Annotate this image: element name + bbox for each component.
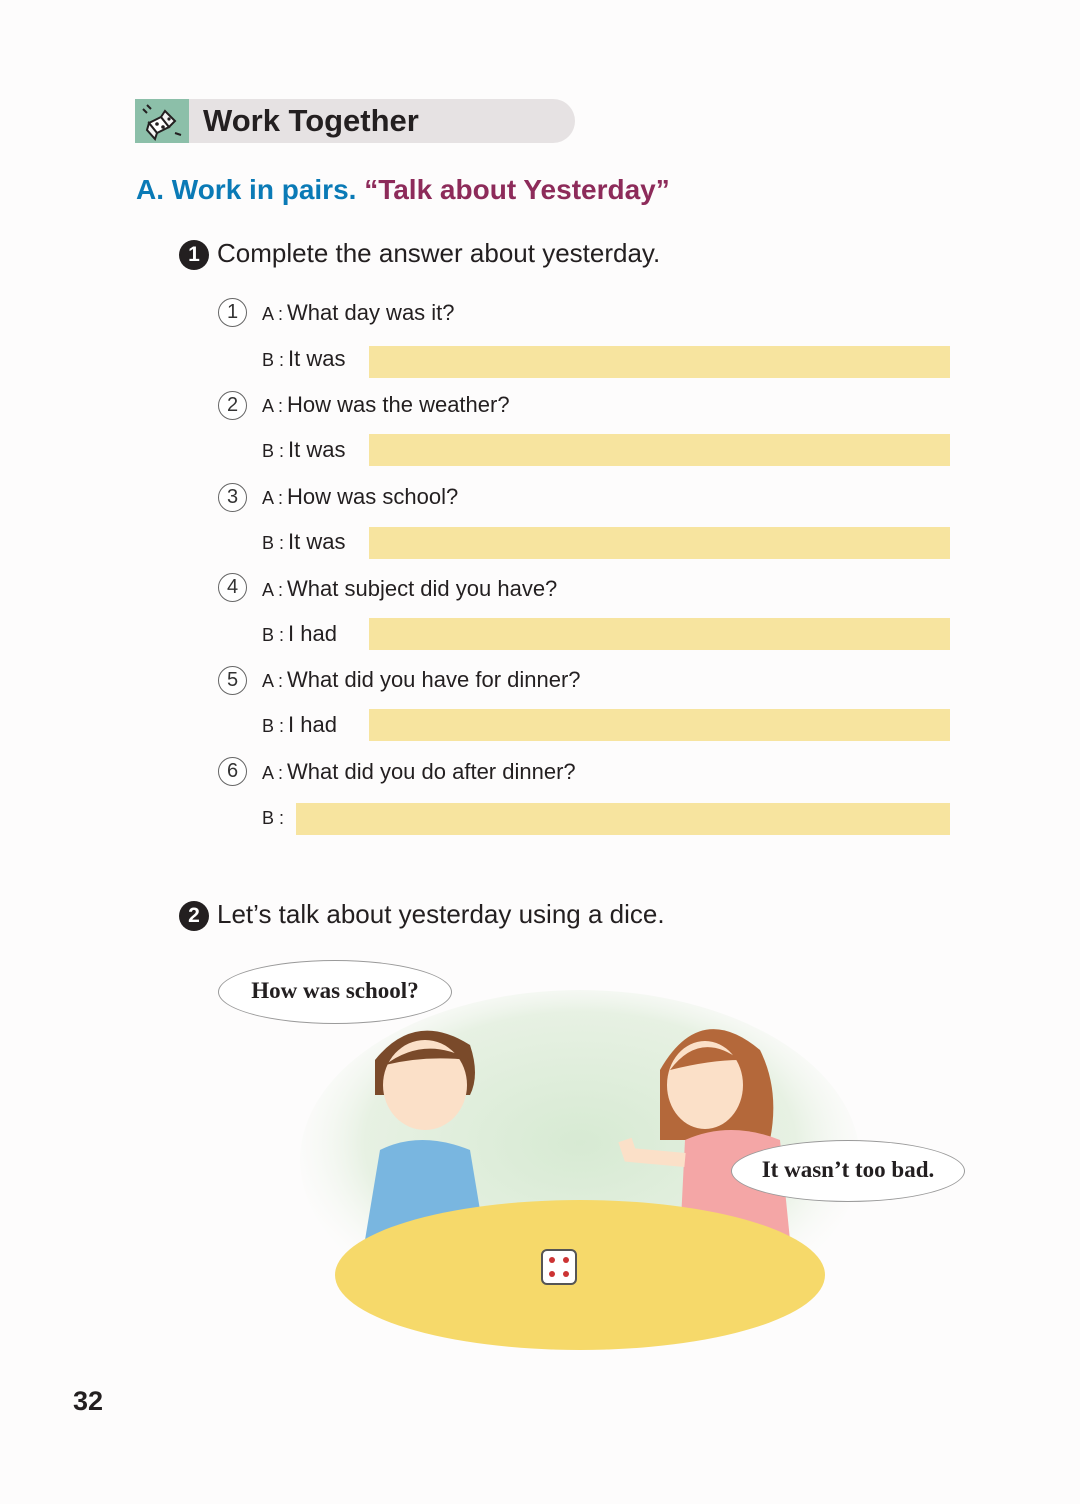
answer-blank[interactable] [369, 618, 950, 650]
question-number: 6 [218, 757, 247, 786]
answer-blank[interactable] [369, 434, 950, 466]
question-text: What day was it? [287, 300, 455, 325]
answer-line [262, 346, 345, 372]
question-line [262, 484, 458, 510]
question-line [262, 667, 581, 693]
step-1-number: 1 [179, 240, 209, 270]
question-text: How was the weather? [287, 392, 510, 417]
answer-blank[interactable] [369, 709, 950, 741]
answer-prefix: It was [288, 529, 346, 554]
answer-prefix: I had [288, 712, 337, 737]
speaker-a-label: A : [262, 304, 284, 324]
question-number: 3 [218, 483, 247, 512]
question-number: 1 [218, 298, 247, 327]
speaker-b-label: B : [262, 533, 285, 553]
step-1-instruction: Complete the answer about yesterday. [217, 238, 661, 268]
answer-prefix: I had [288, 621, 337, 646]
answer-line [262, 621, 337, 647]
answer-blank[interactable] [296, 803, 950, 835]
speaker-a-label: A : [262, 671, 284, 691]
question-line [262, 392, 510, 418]
page-number: 32 [73, 1386, 104, 1416]
question-number: 5 [218, 666, 247, 695]
question-line [262, 759, 576, 785]
speaker-b-label: B : [262, 716, 285, 736]
question-text: What subject did you have? [287, 576, 558, 601]
speech-bubble-boy: How was school? [218, 960, 452, 1024]
answer-prefix: It was [288, 346, 346, 371]
question-number: 4 [218, 573, 247, 602]
answer-line [262, 529, 345, 555]
answer-line [262, 437, 345, 463]
speaker-a-label: A : [262, 763, 284, 783]
speaker-a-label: A : [262, 488, 284, 508]
answer-blank[interactable] [369, 527, 950, 559]
question-text: What did you have for dinner? [287, 667, 581, 692]
answer-line [262, 804, 288, 830]
speaker-b-label: B : [262, 350, 285, 370]
speaker-a-label: A : [262, 396, 284, 416]
dice-on-table [542, 1250, 576, 1284]
step-2-instruction: Let’s talk about yesterday using a dice. [217, 899, 665, 929]
question-line [262, 576, 557, 602]
dice-icon [135, 99, 189, 143]
question-text: What did you do after dinner? [287, 759, 576, 784]
speaker-a-label: A : [262, 580, 284, 600]
step-2-number: 2 [179, 901, 209, 931]
section-banner [135, 99, 575, 143]
section-heading [136, 174, 670, 206]
round-table [335, 1200, 825, 1350]
speech-bubble-girl: It wasn’t too bad. [731, 1140, 965, 1202]
speaker-b-label: B : [262, 441, 285, 461]
banner-title: Work Together [203, 103, 419, 138]
question-line [262, 300, 455, 326]
question-number: 2 [218, 391, 247, 420]
section-prefix: A. Work in pairs. [136, 174, 357, 205]
answer-line [262, 712, 337, 738]
speaker-b-label: B : [262, 625, 285, 645]
answer-blank[interactable] [369, 346, 950, 378]
answer-prefix: It was [288, 437, 346, 462]
speaker-b-label: B : [262, 808, 285, 828]
question-text: How was school? [287, 484, 459, 509]
section-topic: “Talk about Yesterday” [364, 174, 670, 205]
